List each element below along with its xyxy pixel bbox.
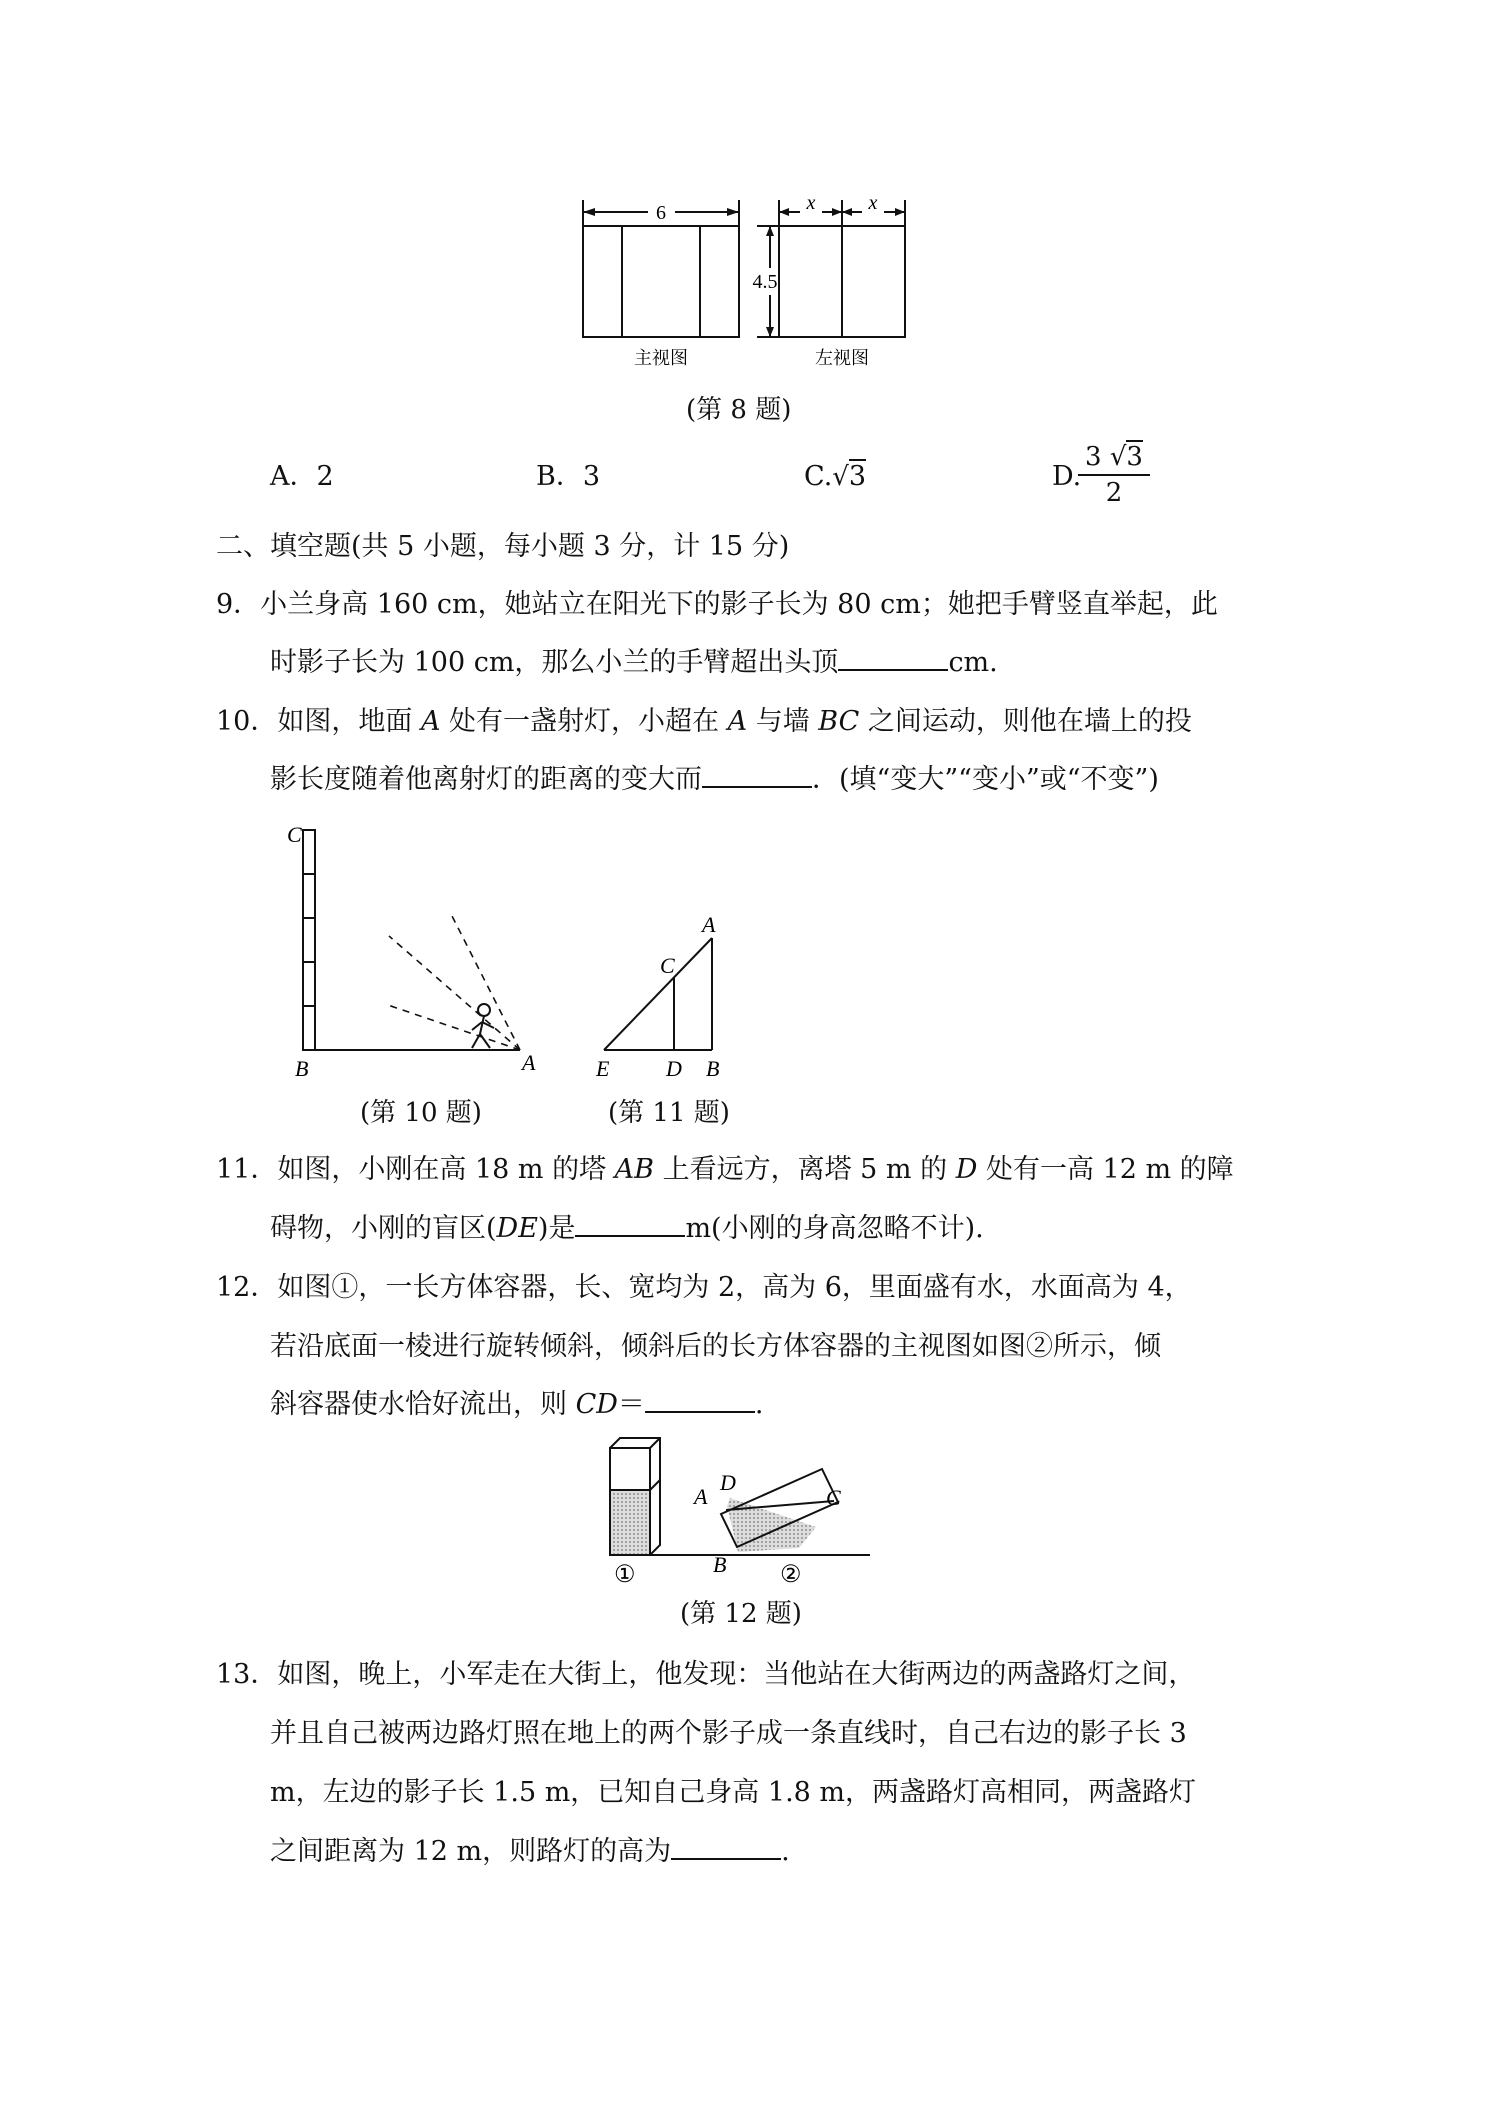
q10-var: BC [818, 706, 860, 737]
sqrt-symbol-icon: √ [832, 462, 849, 492]
q12-label-1: ① [614, 1562, 636, 1588]
q9-line-1: 9．小兰身高 160 cm，她站立在阳光下的影子长为 80 cm；她把手臂竖直举起，此 [216, 589, 1218, 620]
q10-text: 处有一盏射灯，小超在 [440, 706, 728, 737]
q8-dim-x1: x [806, 192, 816, 214]
q11-text: 11．如图，小刚在高 18 m 的塔 [216, 1154, 615, 1185]
q11-text: 处有一高 12 m 的障 [977, 1154, 1234, 1185]
q8-option-d-denominator: 2 [1105, 478, 1123, 508]
q10-text: 影长度随着他离射灯的距离的变大而 [270, 764, 702, 795]
q12-text: ＝ [617, 1389, 645, 1420]
q12-label-C: C [826, 1485, 841, 1510]
q10-text: 10．如图，地面 [216, 706, 421, 737]
q13-line-3: m，左边的影子长 1.5 m，已知自己身高 1.8 m，两盏路灯高相同，两盏路灯 [270, 1777, 1197, 1808]
q11-label-B: B [706, 1056, 720, 1081]
q11-var: AB [614, 1154, 654, 1185]
q8-option-b: B．3 [536, 461, 601, 492]
q10-var: A [727, 706, 748, 737]
q8-dim-x2: x [868, 192, 878, 214]
q13-text: . [781, 1836, 790, 1867]
q11-text: 上看远方，离塔 5 m 的 [654, 1154, 956, 1185]
q8-option-a: A．2 [270, 461, 334, 492]
q8-dim-width: 6 [656, 202, 666, 224]
q13-answer-blank[interactable] [671, 1832, 781, 1860]
q10-text: ．(填“变大”“变小”或“不变”) [812, 764, 1159, 795]
q13-text: 之间距离为 12 m，则路灯的高为 [270, 1836, 672, 1867]
q13-line-2: 并且自己被两边路灯照在地上的两个影子成一条直线时，自己右边的影子长 3 [270, 1718, 1187, 1749]
q10-text: 与墙 [747, 706, 819, 737]
q8-option-d-numerator-radicand: 3 [1126, 442, 1143, 472]
q11-text: 碍物，小刚的盲区( [270, 1213, 497, 1244]
q12-line-2: 若沿底面一棱进行旋转倾斜，倾斜后的长方体容器的主视图如图②所示，倾 [270, 1331, 1161, 1362]
q12-line-1: 12．如图①，一长方体容器，长、宽均为 2，高为 6，里面盛有水，水面高为 4， [216, 1272, 1192, 1303]
q12-label-A: A [694, 1484, 708, 1509]
q8-option-d-prefix: D. [1052, 461, 1082, 492]
q11-var: D [955, 1154, 978, 1185]
q8-option-d-numerator: 3 [1085, 442, 1102, 472]
q10-label-A: A [522, 1050, 536, 1075]
q12-var: CD [575, 1389, 618, 1420]
q12-text: . [754, 1389, 764, 1420]
q8-caption: (第 8 题) [686, 395, 792, 425]
q11-text: m(小刚的身高忽略不计). [685, 1213, 984, 1244]
q11-label-D: D [666, 1056, 682, 1081]
q10-var: A [420, 706, 441, 737]
q8-side-view-label: 左视图 [815, 348, 869, 368]
q11-var: DE [496, 1213, 538, 1244]
q11-text: )是 [537, 1213, 576, 1244]
q10-label-B: B [295, 1056, 309, 1081]
q11-label-A: A [702, 912, 716, 937]
q9-line-2-unit: cm. [948, 647, 998, 678]
q8-front-view-label: 主视图 [634, 348, 688, 368]
q12-text: 斜容器使水恰好流出，则 [270, 1389, 576, 1420]
q12-caption: (第 12 题) [680, 1599, 802, 1629]
q10-text: 之间运动，则他在墙上的投 [859, 706, 1192, 737]
q12-label-B: B [713, 1552, 727, 1577]
q8-option-c-radicand: 3 [848, 461, 867, 492]
q11-caption: (第 11 题) [608, 1098, 730, 1128]
q13-line-4 [270, 1832, 790, 1872]
q11-label-E: E [596, 1056, 610, 1081]
q11-label-C: C [660, 953, 675, 978]
q8-dim-height: 4.5 [752, 271, 778, 293]
sqrt-symbol-icon: √ [1109, 442, 1127, 472]
q12-label-2: ② [780, 1562, 802, 1588]
q9-line-2-text: 时影子长为 100 cm，那么小兰的手臂超出头顶 [270, 647, 839, 678]
q10-label-C: C [287, 822, 302, 847]
section-2-heading: 二、填空题(共 5 小题，每小题 3 分，计 15 分) [216, 531, 790, 562]
q13-line-1: 13．如图，晚上，小军走在大街上，他发现：当他站在大街两边的两盏路灯之间， [216, 1659, 1196, 1690]
q10-caption: (第 10 题) [360, 1098, 482, 1128]
q8-option-c-prefix: C. [804, 461, 833, 492]
q12-label-D: D [720, 1470, 736, 1495]
